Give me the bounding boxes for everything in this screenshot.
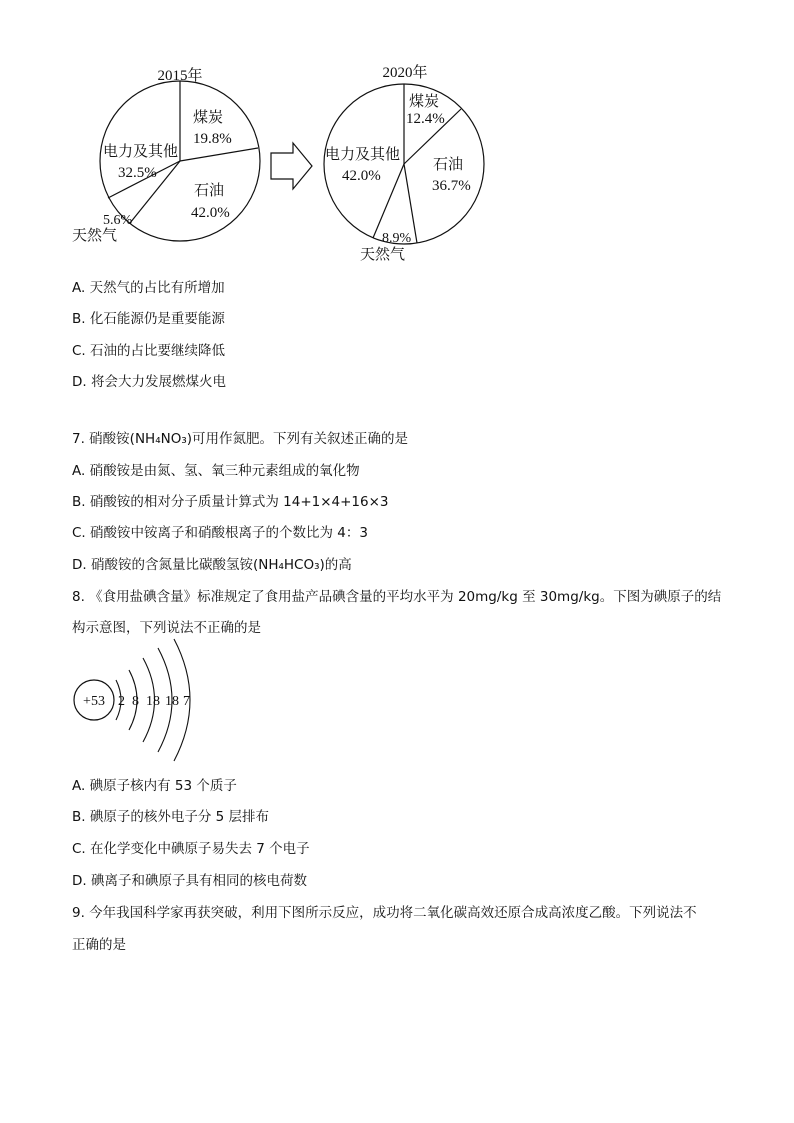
q7-option-d: D. 硝酸铵的含氮量比碳酸氢铵(NH₄HCO₃)的高 [72,557,352,573]
q6-option-a: A. 天然气的占比有所增加 [72,280,225,296]
q8-option-b: B. 碘原子的核外电子分 5 层排布 [72,809,270,825]
q6-option-b: B. 化石能源仍是重要能源 [72,311,225,327]
electron-count-shell-4: 18 [165,694,179,709]
right-other-name: 电力及其他 [325,147,401,163]
q8-option-c: C. 在化学变化中碘原子易失去 7 个电子 [72,841,310,857]
q8-stem-line1: 8. 《食用盐碘含量》标准规定了食用盐产品碘含量的平均水平为 20mg/kg 至 30mg/kg。下图为碘原子的结 [72,589,722,605]
right-coal-pct: 12.4% [406,111,445,127]
left-oil-name: 石油 [194,183,225,199]
electron-count-shell-5: 7 [183,694,190,709]
left-other-name: 电力及其他 [103,144,179,160]
left-coal-name: 煤炭 [193,110,224,126]
right-chart-year: 2020年 [382,65,428,81]
right-other-pct: 42.0% [342,168,381,184]
right-oil-name: 石油 [433,157,464,173]
left-gas-name: 天然气 [72,228,118,244]
q7-stem: 7. 硝酸铵(NH₄NO₃)可用作氮肥。下列有关叙述正确的是 [72,431,409,447]
q9-stem-line1: 9. 今年我国科学家再获突破，利用下图所示反应，成功将二氧化碳高效还原合成高浓度乙酸。下列说法不 [72,905,697,921]
electron-count-shell-3: 18 [146,694,160,709]
left-coal-pct: 19.8% [193,131,232,147]
q6-option-d: D. 将会大力发展燃煤火电 [72,374,226,390]
right-oil-pct: 36.7% [432,178,471,194]
q9-stem-line2: 正确的是 [72,937,126,953]
q8-option-d: D. 碘离子和碘原子具有相同的核电荷数 [72,873,307,889]
right-gas-pct: 8.9% [382,231,412,246]
q6-option-c: C. 石油的占比要继续降低 [72,343,226,359]
left-chart-year: 2015年 [157,68,203,84]
iodine-atom-structure-diagram [70,636,210,766]
atom-nucleus-charge: +53 [83,694,105,709]
q7-option-c: C. 硝酸铵中铵离子和硝酸根离子的个数比为 4：3 [72,525,368,541]
q7-option-a: A. 硝酸铵是由氮、氢、氧三种元素组成的氧化物 [72,463,360,479]
right-coal-name: 煤炭 [409,94,440,110]
left-pie-divider-coal-oil [180,148,258,161]
electron-count-shell-1: 2 [118,694,125,709]
right-arrow-icon [271,143,312,189]
right-gas-name: 天然气 [360,247,406,263]
left-oil-pct: 42.0% [191,205,230,221]
electron-count-shell-2: 8 [132,694,139,709]
q8-stem-line2: 构示意图，下列说法不正确的是 [72,620,261,636]
q7-option-b: B. 硝酸铵的相对分子质量计算式为 14+1×4+16×3 [72,494,389,510]
left-other-pct: 32.5% [118,165,157,181]
left-gas-pct: 5.6% [103,213,133,228]
q8-option-a: A. 碘原子核内有 53 个质子 [72,778,237,794]
